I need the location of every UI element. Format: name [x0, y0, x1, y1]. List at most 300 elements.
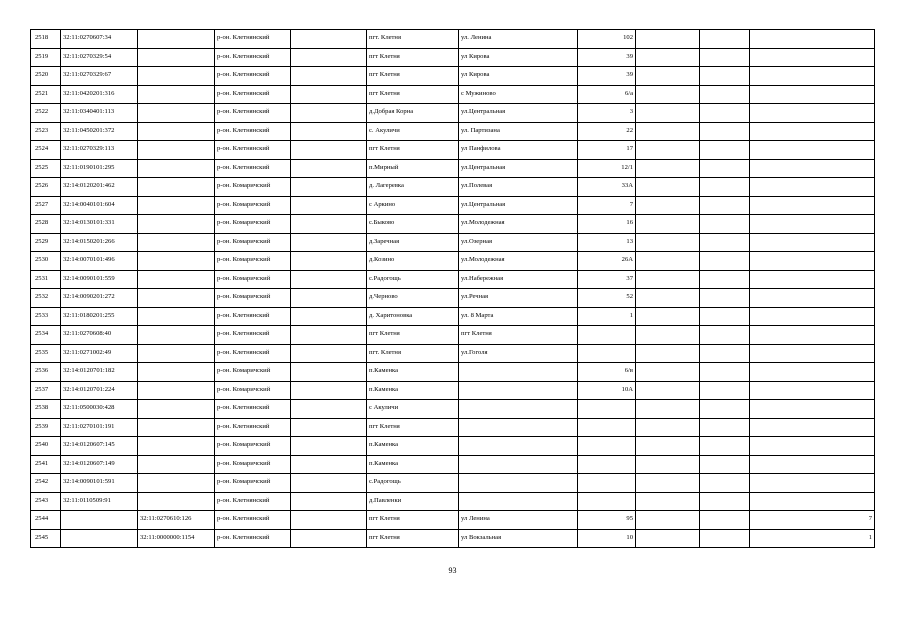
table-row — [31, 511, 875, 530]
empty-cell — [636, 418, 700, 437]
value-cell — [750, 233, 875, 252]
house-number-cell: 12/1 — [578, 159, 636, 178]
empty-cell — [636, 529, 700, 548]
cadastral-number-alt-cell — [138, 122, 215, 141]
district-cell: р-он. Комаричский — [215, 233, 291, 252]
table-row — [31, 307, 875, 326]
empty-cell — [700, 233, 750, 252]
house-number-cell — [578, 418, 636, 437]
cadastral-number-alt-cell — [138, 492, 215, 511]
cadastral-number-alt-cell — [138, 455, 215, 474]
district-cell: р-он. Клетнянский — [215, 418, 291, 437]
empty-cell — [700, 270, 750, 289]
locality-cell: с Акуличи — [367, 400, 459, 419]
cadastral-number-alt-cell — [138, 363, 215, 382]
row-number-cell: 2528 — [31, 215, 61, 234]
empty-cell — [636, 307, 700, 326]
cadastral-number-alt-cell — [138, 215, 215, 234]
district-cell: р-он. Клетнянский — [215, 400, 291, 419]
empty-cell — [700, 252, 750, 271]
locality-cell: п.Каменка — [367, 437, 459, 456]
street-cell — [459, 400, 578, 419]
empty-cell — [636, 289, 700, 308]
value-cell — [750, 400, 875, 419]
row-number-cell: 2525 — [31, 159, 61, 178]
empty-cell — [700, 529, 750, 548]
cadastral-number-cell: 32:14:0120607:145 — [61, 437, 138, 456]
locality-cell: пгт Клетня — [367, 141, 459, 160]
street-cell: с Мужиново — [459, 85, 578, 104]
empty-cell — [291, 252, 367, 271]
house-number-cell — [578, 326, 636, 345]
table-row — [31, 270, 875, 289]
district-cell: р-он. Клетнянский — [215, 326, 291, 345]
street-cell: ул. 8 Марта — [459, 307, 578, 326]
value-cell — [750, 196, 875, 215]
value-cell — [750, 159, 875, 178]
value-cell — [750, 215, 875, 234]
row-number-cell: 2541 — [31, 455, 61, 474]
empty-cell — [636, 30, 700, 49]
house-number-cell: 37 — [578, 270, 636, 289]
cadastral-number-alt-cell — [138, 159, 215, 178]
district-cell: р-он. Клетнянский — [215, 30, 291, 49]
table-row — [31, 104, 875, 123]
empty-cell — [636, 48, 700, 67]
district-cell: р-он. Клетнянский — [215, 492, 291, 511]
row-number-cell: 2544 — [31, 511, 61, 530]
street-cell — [459, 474, 578, 493]
empty-cell — [291, 141, 367, 160]
empty-cell — [291, 455, 367, 474]
empty-cell — [636, 437, 700, 456]
empty-cell — [700, 492, 750, 511]
empty-cell — [636, 363, 700, 382]
cadastral-number-cell: 32:14:0150201:266 — [61, 233, 138, 252]
cadastral-number-alt-cell — [138, 400, 215, 419]
page-number: 93 — [448, 566, 457, 575]
row-number-cell: 2520 — [31, 67, 61, 86]
street-cell — [459, 381, 578, 400]
house-number-cell — [578, 400, 636, 419]
street-cell — [459, 492, 578, 511]
empty-cell — [291, 30, 367, 49]
empty-cell — [700, 48, 750, 67]
empty-cell — [291, 196, 367, 215]
district-cell: р-он. Клетнянский — [215, 307, 291, 326]
empty-cell — [291, 122, 367, 141]
value-cell — [750, 474, 875, 493]
table-row — [31, 215, 875, 234]
district-cell: р-он. Клетнянский — [215, 67, 291, 86]
empty-cell — [700, 326, 750, 345]
house-number-cell: 22 — [578, 122, 636, 141]
table-row — [31, 455, 875, 474]
house-number-cell — [578, 455, 636, 474]
empty-cell — [700, 381, 750, 400]
locality-cell: пгт Клетня — [367, 511, 459, 530]
cadastral-number-alt-cell — [138, 141, 215, 160]
district-cell: р-он. Комаричский — [215, 381, 291, 400]
empty-cell — [636, 233, 700, 252]
empty-cell — [291, 48, 367, 67]
empty-cell — [636, 492, 700, 511]
empty-cell — [700, 511, 750, 530]
house-number-cell: 102 — [578, 30, 636, 49]
row-number-cell: 2536 — [31, 363, 61, 382]
empty-cell — [291, 363, 367, 382]
house-number-cell: 33А — [578, 178, 636, 197]
locality-cell: с.Радогощь — [367, 270, 459, 289]
district-cell: р-он. Клетнянский — [215, 159, 291, 178]
value-cell — [750, 418, 875, 437]
table-row — [31, 196, 875, 215]
cadastral-number-cell — [61, 529, 138, 548]
row-number-cell: 2522 — [31, 104, 61, 123]
value-cell — [750, 270, 875, 289]
locality-cell: д.Черново — [367, 289, 459, 308]
cadastral-number-alt-cell — [138, 344, 215, 363]
row-number-cell: 2532 — [31, 289, 61, 308]
street-cell: ул Вокзальная — [459, 529, 578, 548]
cadastral-number-alt-cell — [138, 289, 215, 308]
table-row — [31, 326, 875, 345]
street-cell: ул.Центральная — [459, 196, 578, 215]
district-cell: р-он. Комаричский — [215, 178, 291, 197]
value-cell: 1 — [750, 529, 875, 548]
district-cell: р-он. Клетнянский — [215, 344, 291, 363]
district-cell: р-он. Комаричский — [215, 196, 291, 215]
empty-cell — [636, 141, 700, 160]
empty-cell — [636, 400, 700, 419]
value-cell — [750, 178, 875, 197]
locality-cell: д.Козино — [367, 252, 459, 271]
empty-cell — [291, 85, 367, 104]
value-cell — [750, 67, 875, 86]
locality-cell: с.Быково — [367, 215, 459, 234]
empty-cell — [291, 529, 367, 548]
street-cell: ул.Центральная — [459, 104, 578, 123]
empty-cell — [291, 418, 367, 437]
cadastral-number-cell: 32:14:0090101:591 — [61, 474, 138, 493]
street-cell — [459, 363, 578, 382]
empty-cell — [636, 159, 700, 178]
empty-cell — [700, 437, 750, 456]
row-number-cell: 2534 — [31, 326, 61, 345]
table-row — [31, 67, 875, 86]
empty-cell — [700, 104, 750, 123]
district-cell: р-он. Клетнянский — [215, 85, 291, 104]
empty-cell — [291, 233, 367, 252]
empty-cell — [700, 400, 750, 419]
empty-cell — [291, 159, 367, 178]
street-cell: пгт Клетня — [459, 326, 578, 345]
locality-cell: д. Харитоновка — [367, 307, 459, 326]
cadastral-number-alt-cell — [138, 104, 215, 123]
row-number-cell: 2527 — [31, 196, 61, 215]
row-number-cell: 2531 — [31, 270, 61, 289]
cadastral-number-alt-cell — [138, 381, 215, 400]
cadastral-number-cell: 32:14:0120701:182 — [61, 363, 138, 382]
cadastral-number-cell: 32:11:0270329:113 — [61, 141, 138, 160]
locality-cell: пгт Клетня — [367, 326, 459, 345]
empty-cell — [700, 141, 750, 160]
row-number-cell: 2524 — [31, 141, 61, 160]
street-cell: ул.Озерная — [459, 233, 578, 252]
empty-cell — [700, 67, 750, 86]
row-number-cell: 2519 — [31, 48, 61, 67]
empty-cell — [636, 196, 700, 215]
value-cell: 7 — [750, 511, 875, 530]
cadastral-number-cell — [61, 511, 138, 530]
table-row — [31, 48, 875, 67]
row-number-cell: 2539 — [31, 418, 61, 437]
locality-cell: п.Каменка — [367, 363, 459, 382]
cadastral-number-alt-cell — [138, 326, 215, 345]
empty-cell — [291, 474, 367, 493]
street-cell: ул.Полевая — [459, 178, 578, 197]
cadastral-number-cell: 32:11:0271002:49 — [61, 344, 138, 363]
row-number-cell: 2535 — [31, 344, 61, 363]
empty-cell — [700, 307, 750, 326]
cadastral-number-cell: 32:11:0190101:295 — [61, 159, 138, 178]
empty-cell — [636, 85, 700, 104]
locality-cell: пгт Клетня — [367, 529, 459, 548]
empty-cell — [291, 326, 367, 345]
district-cell: р-он. Комаричский — [215, 455, 291, 474]
cadastral-number-alt-cell — [138, 252, 215, 271]
cadastral-number-cell: 32:11:0180201:255 — [61, 307, 138, 326]
registry-table-wrap — [30, 29, 875, 548]
empty-cell — [291, 437, 367, 456]
cadastral-number-cell: 32:11:0110509:91 — [61, 492, 138, 511]
cadastral-number-cell: 32:11:0270101:191 — [61, 418, 138, 437]
empty-cell — [636, 344, 700, 363]
value-cell — [750, 252, 875, 271]
locality-cell: пгт. Клетня — [367, 30, 459, 49]
district-cell: р-он. Комаричский — [215, 270, 291, 289]
street-cell: ул.Речная — [459, 289, 578, 308]
house-number-cell: 13 — [578, 233, 636, 252]
cadastral-number-alt-cell — [138, 474, 215, 493]
empty-cell — [291, 492, 367, 511]
cadastral-number-cell: 32:11:0270329:67 — [61, 67, 138, 86]
street-cell: ул Кирова — [459, 48, 578, 67]
empty-cell — [700, 30, 750, 49]
empty-cell — [700, 418, 750, 437]
value-cell — [750, 363, 875, 382]
cadastral-number-cell: 32:11:0500030:428 — [61, 400, 138, 419]
district-cell: р-он. Клетнянский — [215, 529, 291, 548]
district-cell: р-он. Клетнянский — [215, 122, 291, 141]
table-row — [31, 122, 875, 141]
table-row — [31, 178, 875, 197]
row-number-cell: 2543 — [31, 492, 61, 511]
cadastral-number-cell: 32:14:0090101:559 — [61, 270, 138, 289]
empty-cell — [700, 363, 750, 382]
value-cell — [750, 104, 875, 123]
row-number-cell: 2538 — [31, 400, 61, 419]
cadastral-number-alt-cell — [138, 418, 215, 437]
table-row — [31, 141, 875, 160]
cadastral-number-alt-cell — [138, 196, 215, 215]
cadastral-number-cell: 32:14:0120607:149 — [61, 455, 138, 474]
street-cell — [459, 437, 578, 456]
district-cell: р-он. Клетнянский — [215, 511, 291, 530]
table-body — [31, 30, 875, 548]
locality-cell: п.Каменка — [367, 381, 459, 400]
table-row — [31, 85, 875, 104]
value-cell — [750, 289, 875, 308]
house-number-cell: 52 — [578, 289, 636, 308]
street-cell: ул.Центральная — [459, 159, 578, 178]
row-number-cell: 2540 — [31, 437, 61, 456]
value-cell — [750, 307, 875, 326]
table-row — [31, 418, 875, 437]
empty-cell — [636, 270, 700, 289]
street-cell: ул.Гоголя — [459, 344, 578, 363]
empty-cell — [291, 215, 367, 234]
street-cell — [459, 418, 578, 437]
row-number-cell: 2545 — [31, 529, 61, 548]
cadastral-number-alt-cell: 32:11:0000000:1154 — [138, 529, 215, 548]
row-number-cell: 2526 — [31, 178, 61, 197]
street-cell: ул Панфилова — [459, 141, 578, 160]
district-cell: р-он. Клетнянский — [215, 104, 291, 123]
street-cell: ул.Набережная — [459, 270, 578, 289]
table-row — [31, 363, 875, 382]
empty-cell — [636, 511, 700, 530]
house-number-cell: 39 — [578, 48, 636, 67]
table-row — [31, 233, 875, 252]
empty-cell — [700, 289, 750, 308]
locality-cell: д.Добрая Корна — [367, 104, 459, 123]
cadastral-number-alt-cell — [138, 30, 215, 49]
row-number-cell: 2542 — [31, 474, 61, 493]
empty-cell — [636, 326, 700, 345]
empty-cell — [636, 455, 700, 474]
empty-cell — [700, 215, 750, 234]
house-number-cell — [578, 437, 636, 456]
cadastral-number-cell: 32:11:0340401:113 — [61, 104, 138, 123]
table-row — [31, 437, 875, 456]
cadastral-number-alt-cell — [138, 67, 215, 86]
house-number-cell: 39 — [578, 67, 636, 86]
empty-cell — [700, 344, 750, 363]
district-cell: р-он. Клетнянский — [215, 141, 291, 160]
locality-cell: п.Мирный — [367, 159, 459, 178]
street-cell: ул. Ленина — [459, 30, 578, 49]
locality-cell: д.Павленки — [367, 492, 459, 511]
house-number-cell: 1 — [578, 307, 636, 326]
table-row — [31, 30, 875, 49]
table-row — [31, 529, 875, 548]
house-number-cell: 26А — [578, 252, 636, 271]
house-number-cell: 6/а — [578, 85, 636, 104]
empty-cell — [700, 196, 750, 215]
house-number-cell: 3 — [578, 104, 636, 123]
cadastral-number-cell: 32:14:0040101:604 — [61, 196, 138, 215]
cadastral-number-alt-cell — [138, 85, 215, 104]
locality-cell: пгт Клетня — [367, 48, 459, 67]
empty-cell — [291, 381, 367, 400]
empty-cell — [700, 159, 750, 178]
locality-cell: пгт Клетня — [367, 85, 459, 104]
street-cell — [459, 455, 578, 474]
empty-cell — [636, 122, 700, 141]
empty-cell — [291, 344, 367, 363]
empty-cell — [636, 381, 700, 400]
district-cell: р-он. Комаричский — [215, 474, 291, 493]
empty-cell — [700, 85, 750, 104]
empty-cell — [291, 178, 367, 197]
row-number-cell: 2529 — [31, 233, 61, 252]
locality-cell: д.Заречная — [367, 233, 459, 252]
empty-cell — [291, 270, 367, 289]
district-cell: р-он. Комаричский — [215, 363, 291, 382]
house-number-cell — [578, 492, 636, 511]
cadastral-number-cell: 32:14:0120201:462 — [61, 178, 138, 197]
street-cell: ул.Молодежная — [459, 252, 578, 271]
value-cell — [750, 85, 875, 104]
locality-cell: д. Лагеревка — [367, 178, 459, 197]
district-cell: р-он. Комаричский — [215, 215, 291, 234]
value-cell — [750, 344, 875, 363]
locality-cell: с.Радогощь — [367, 474, 459, 493]
table-row — [31, 289, 875, 308]
registry-table — [30, 29, 875, 548]
value-cell — [750, 437, 875, 456]
cadastral-number-cell: 32:14:0090201:272 — [61, 289, 138, 308]
empty-cell — [636, 252, 700, 271]
street-cell: ул Ленина — [459, 511, 578, 530]
locality-cell: пгт Клетня — [367, 418, 459, 437]
house-number-cell — [578, 344, 636, 363]
house-number-cell — [578, 474, 636, 493]
table-row — [31, 400, 875, 419]
locality-cell: пгт. Клетня — [367, 344, 459, 363]
value-cell — [750, 48, 875, 67]
cadastral-number-cell: 32:11:0420201:316 — [61, 85, 138, 104]
row-number-cell: 2523 — [31, 122, 61, 141]
table-row — [31, 159, 875, 178]
locality-cell: пгт Клетня — [367, 67, 459, 86]
district-cell: р-он. Комаричский — [215, 437, 291, 456]
empty-cell — [700, 178, 750, 197]
district-cell: р-он. Клетнянский — [215, 48, 291, 67]
cadastral-number-alt-cell: 32:11:0270610:126 — [138, 511, 215, 530]
house-number-cell: 7 — [578, 196, 636, 215]
cadastral-number-cell: 32:14:0130101:331 — [61, 215, 138, 234]
table-row — [31, 492, 875, 511]
cadastral-number-alt-cell — [138, 233, 215, 252]
cadastral-number-alt-cell — [138, 178, 215, 197]
value-cell — [750, 30, 875, 49]
cadastral-number-cell: 32:14:0120701:224 — [61, 381, 138, 400]
cadastral-number-alt-cell — [138, 270, 215, 289]
locality-cell: с Аркино — [367, 196, 459, 215]
district-cell: р-он. Комаричский — [215, 252, 291, 271]
row-number-cell: 2537 — [31, 381, 61, 400]
street-cell: ул Кирова — [459, 67, 578, 86]
empty-cell — [291, 104, 367, 123]
street-cell: ул. Партизана — [459, 122, 578, 141]
empty-cell — [291, 67, 367, 86]
empty-cell — [636, 215, 700, 234]
house-number-cell: 16 — [578, 215, 636, 234]
cadastral-number-cell: 32:14:0070101:496 — [61, 252, 138, 271]
empty-cell — [291, 511, 367, 530]
